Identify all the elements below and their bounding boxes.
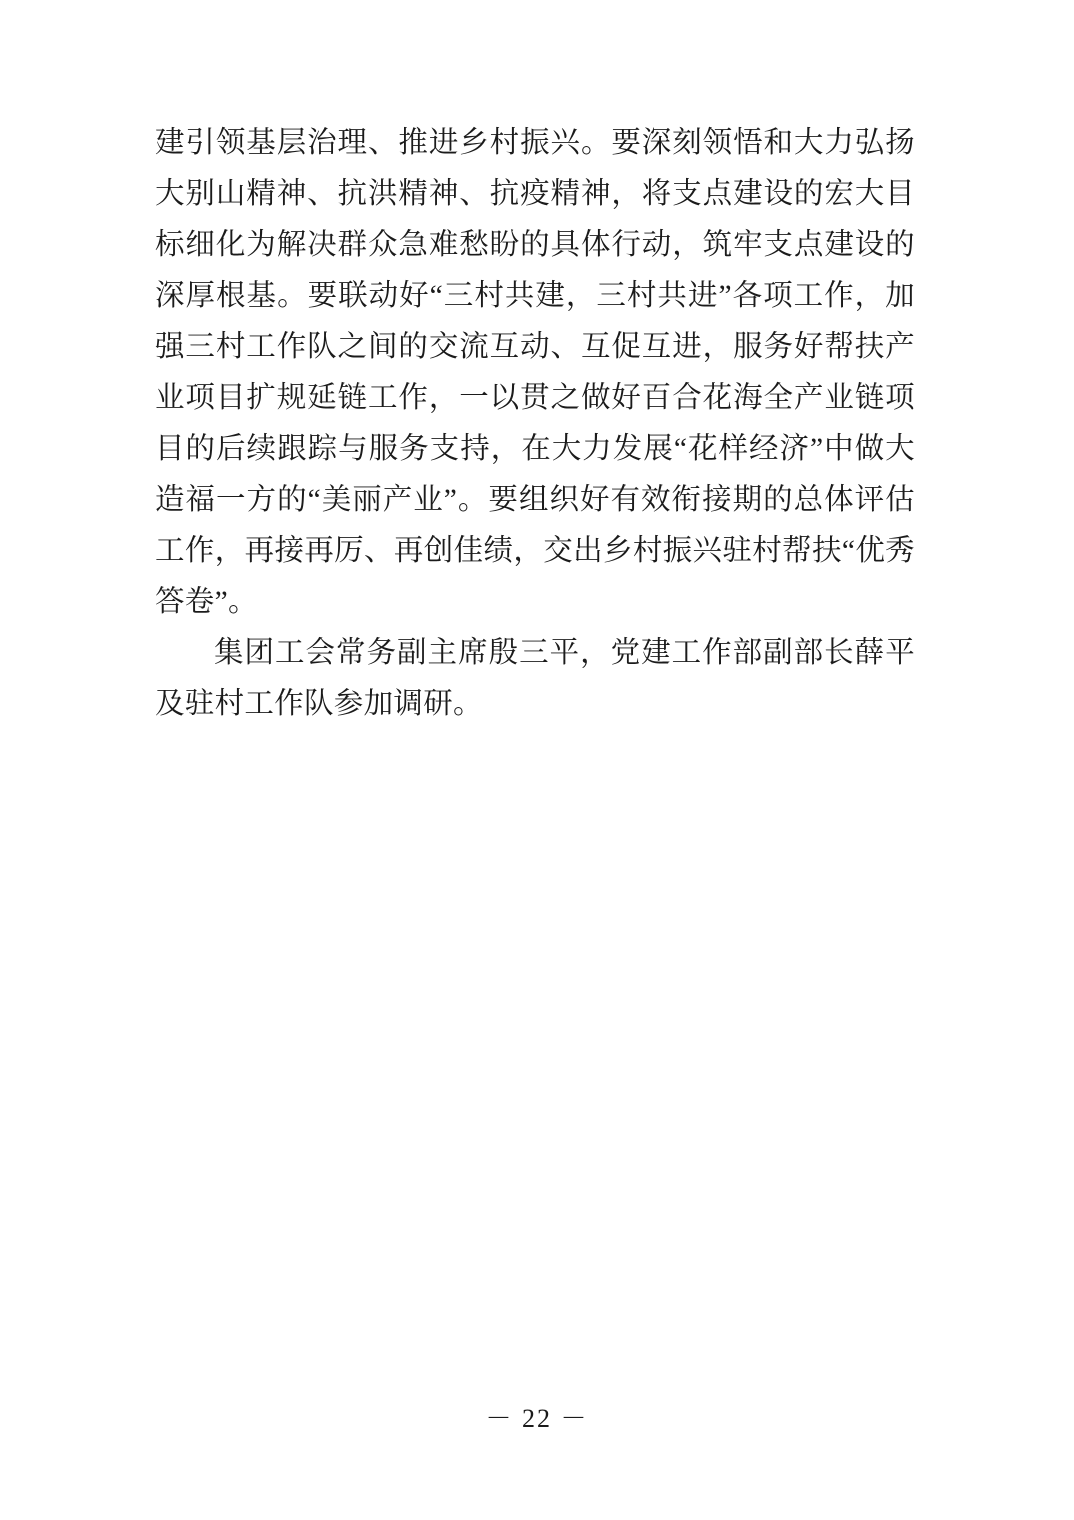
page-number: － 22 － [485,1404,589,1433]
page-footer [0,1398,1074,1435]
document-body [155,118,915,730]
body-paragraph-2: 集团工会常务副主席殷三平，党建工作部副部长薛平及驻村工作队参加调研。 [155,637,915,720]
body-paragraph-1: 建引领基层治理、推进乡村振兴。要深刻领悟和大力弘扬大别山精神、抗洪精神、抗疫精神，将支点建设的宏大目标细化为解决群众急难愁盼的具体行动，筑牢支点建设的深厚根基。要联动好“三村共建，三村共进”各项工作，加强三村工作队之间的交流互动、互促互进，服务好帮扶产业项目扩规延链工作，一以贯之做好百合花海全产业链项目的后续跟踪与服务支持，在大力发展“花样经济”中做大造福一方的“美丽产业”。要组织好有效衔接期的总体评估工作，再接再厉、再创佳绩，交出乡村振兴驻村帮扶“优秀答卷”。 [155,127,915,618]
